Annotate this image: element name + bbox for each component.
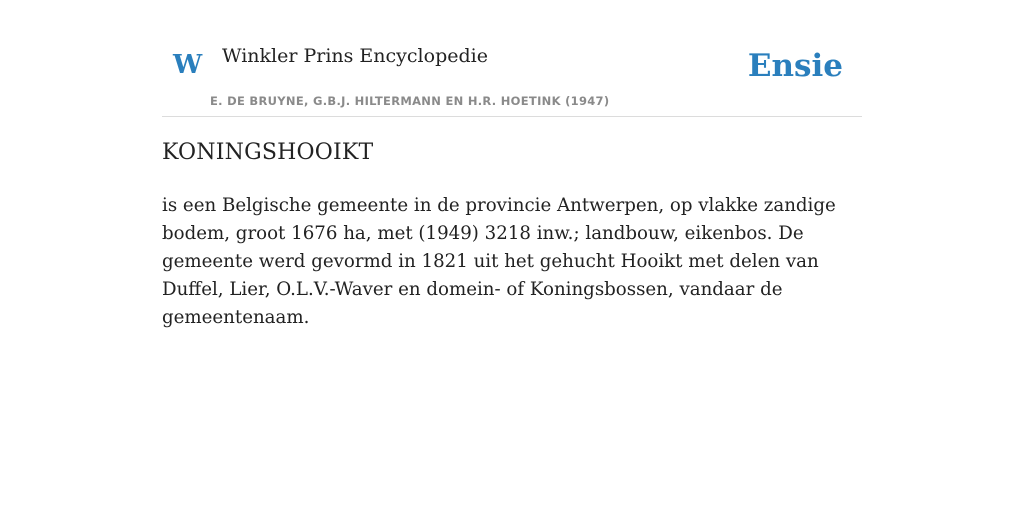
entry-body: is een Belgische gemeente in de provincie Antwerpen, op vlakke zandige bodem, groot 1676 ha, met (1949) 3218 inw.; landbouw, eikenbos. De gemeente werd gevormd in 1821 uit het gehucht Hooikt met delen van Duffel, Lier, O.L.V.-Waver en domein- of Koningsbossen, vandaar de gemeentenaam. <box>162 195 836 328</box>
encyclopedia-header <box>162 0 862 117</box>
entry-title: KONINGSHOOIKT <box>162 140 374 165</box>
book-title[interactable]: Winkler Prins Encyclopedie <box>222 45 488 67</box>
page-container <box>162 0 862 328</box>
ensie-logo-link[interactable]: Ensie <box>747 48 843 84</box>
winkler-prins-logo[interactable]: W <box>173 50 203 80</box>
book-authors: E. DE BRUYNE, G.B.J. HILTERMANN EN H.R. HOETINK (1947) <box>210 94 610 108</box>
